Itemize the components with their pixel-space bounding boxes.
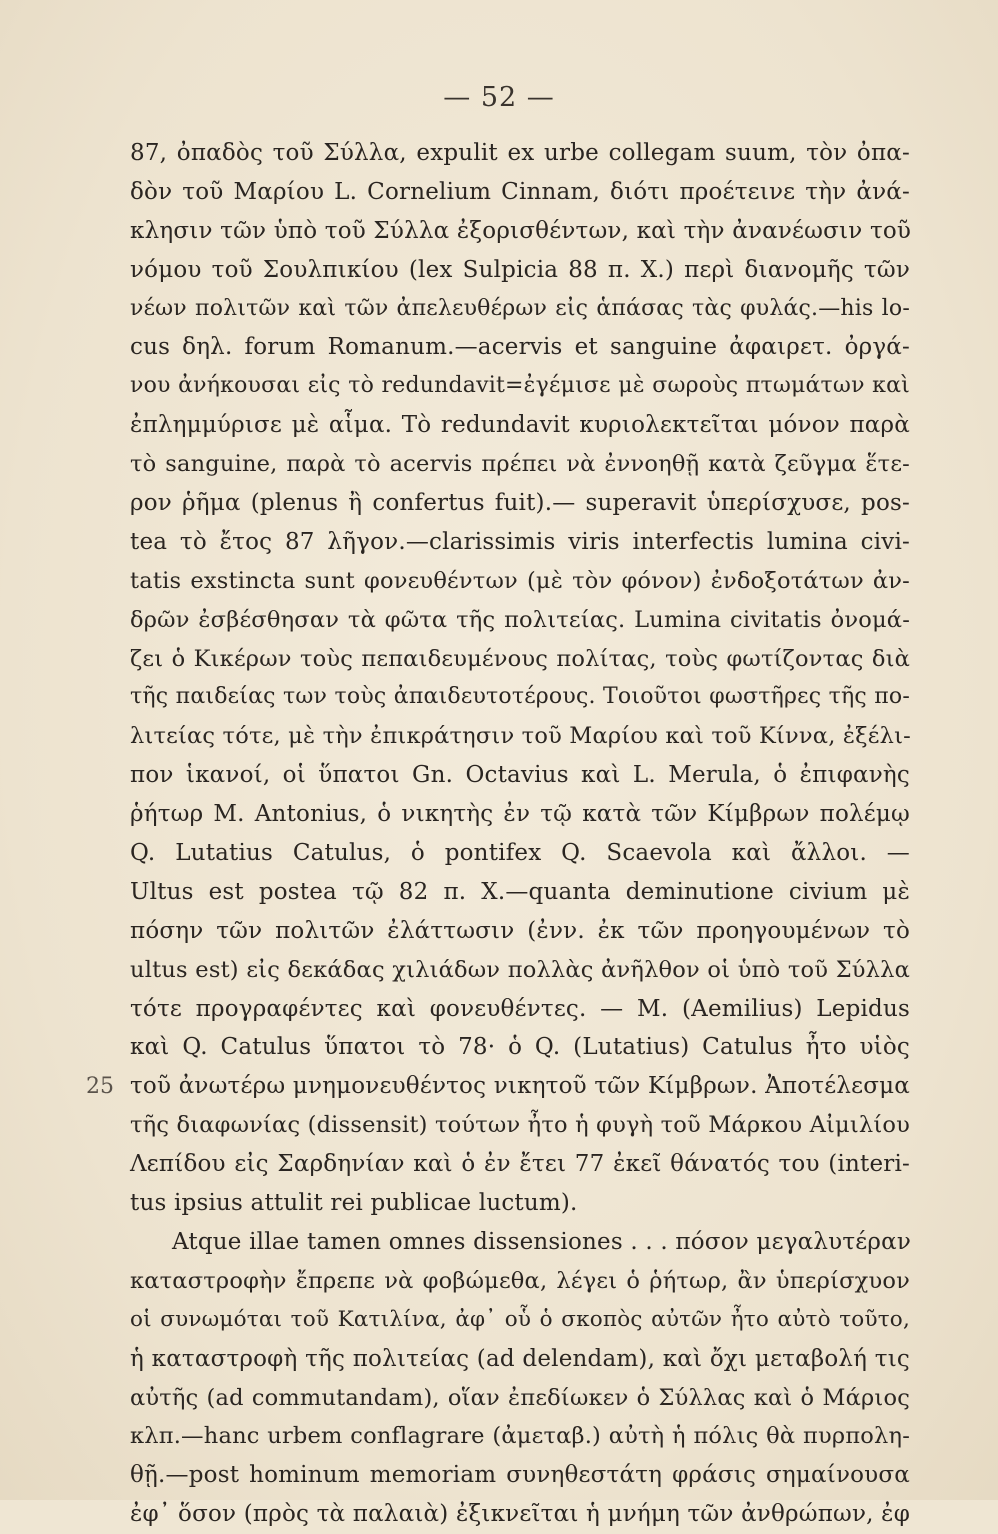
text-line: τότε προγραφέντες καὶ φονευθέντες. — M. (Aemilius) Lepidus bbox=[130, 995, 910, 1022]
page-number: — 52 — bbox=[443, 82, 555, 113]
text-line: νέων πολιτῶν καὶ τῶν ἀπελευθέρων εἰς ἁπάσας τὰς φυλάς.—his lo- bbox=[130, 295, 910, 321]
text-line: ultus est) εἰς δεκάδας χιλιάδων πολλὰς ἀνῆλθον οἱ ὑπὸ τοῦ Σύλλα bbox=[130, 956, 910, 983]
text-line: Q. Lutatius Catulus, ὁ pontifex Q. Scaevola καὶ ἄλλοι. — bbox=[130, 840, 910, 867]
text-line: οἱ συνωμόται τοῦ Κατιλίνα, ἀφ᾽ οὗ ὁ σκοπὸς αὐτῶν ἦτο αὐτὸ τοῦτο, bbox=[130, 1306, 910, 1332]
text-line: ζει ὁ Κικέρων τοὺς πεπαιδευμένους πολίτας, τοὺς φωτίζοντας διὰ bbox=[130, 645, 910, 672]
text-line: κλησιν τῶν ὑπὸ τοῦ Σύλλα ἐξορισθέντων, καὶ τὴν ἀνανέωσιν τοῦ bbox=[130, 217, 912, 244]
text-line: tus ipsius attulit rei publicae luctum). bbox=[130, 1190, 578, 1217]
margin-section-number: 25 bbox=[86, 1074, 114, 1099]
text-line: λιτείας τότε, μὲ τὴν ἐπικράτησιν τοῦ Μαρίου καὶ τοῦ Κίννα, ἐξέλι- bbox=[130, 723, 911, 750]
text-line: cus δηλ. forum Romanum.—acervis et sanguine ἀφαιρετ. ὀργά- bbox=[130, 334, 910, 361]
text-line: πόσην τῶν πολιτῶν ἐλάττωσιν (ἐνν. ἐκ τῶν προηγουμένων τὸ bbox=[130, 917, 910, 944]
text-line: νου ἀνήκουσαι εἰς τὸ redundavit=ἐγέμισε μὲ σωροὺς πτωμάτων καὶ bbox=[130, 373, 910, 399]
text-line: ἐπλημμύρισε μὲ αἷμα. Τὸ redundavit κυριολεκτεῖται μόνον παρὰ bbox=[130, 412, 910, 439]
text-line: ἡ καταστροφὴ τῆς πολιτείας (ad delendam), καὶ ὄχι μεταβολή τις bbox=[130, 1345, 910, 1372]
text-line: κλπ.—hanc urbem conflagrare (ἀμεταβ.) αὐτὴ ἡ πόλις θὰ πυρπολη- bbox=[130, 1423, 910, 1450]
commentary-text bbox=[130, 134, 910, 1534]
text-line: Atque illae tamen omnes dissensiones . . . πόσον μεγαλυτέραν bbox=[172, 1228, 912, 1255]
text-line: καταστροφὴν ἔπρεπε νὰ φοβώμεθα, λέγει ὁ ῥήτωρ, ἂν ὑπερίσχυον bbox=[130, 1267, 910, 1294]
text-line: θῇ.—post hominum memoriam συνηθεστάτη φράσις σημαίνουσα bbox=[130, 1462, 910, 1489]
text-line: δρῶν ἐσβέσθησαν τὰ φῶτα τῆς πολιτείας. Lumina civitatis ὀνομά- bbox=[130, 606, 910, 633]
text-line: ἐφ᾽ ὅσον (πρὸς τὰ παλαιὰ) ἐξικνεῖται ἡ μνήμη τῶν ἀνθρώπων, ἐφ bbox=[130, 1501, 911, 1528]
text-line: ῥήτωρ M. Antonius, ὁ νικητὴς ἐν τῷ κατὰ τῶν Κίμβρων πολέμῳ bbox=[130, 801, 910, 828]
text-line: τῆς διαφωνίας (dissensit) τούτων ἦτο ἡ φυγὴ τοῦ Μάρκου Αἰμιλίου bbox=[130, 1112, 910, 1139]
text-line: τοῦ ἀνωτέρω μνημονευθέντος νικητοῦ τῶν Κίμβρων. Ἀποτέλεσμα bbox=[130, 1073, 910, 1100]
text-line: 87, ὀπαδὸς τοῦ Σύλλα, expulit ex urbe collegam suum, τὸν ὀπα- bbox=[130, 140, 910, 166]
text-line: Ultus est postea τῷ 82 π. Χ.—quanta deminutione civium μὲ bbox=[130, 878, 910, 905]
text-line: τῆς παιδείας των τοὺς ἀπαιδευτοτέρους. Τοιοῦτοι φωστῆρες τῆς πο- bbox=[130, 684, 910, 710]
text-line: ρον ῥῆμα (plenus ἢ confertus fuit).— superavit ὑπερίσχυσε, pos- bbox=[130, 490, 910, 517]
text-line: τὸ sanguine, παρὰ τὸ acervis πρέπει νὰ ἐννοηθῇ κατὰ ζεῦγμα ἕτε- bbox=[130, 451, 910, 478]
text-line: δὸν τοῦ Μαρίου L. Cornelium Cinnam, διότι προέτεινε τὴν ἀνά- bbox=[130, 178, 910, 205]
text-line: αὐτῆς (ad commutandam), οἵαν ἐπεδίωκεν ὁ Σύλλας καὶ ὁ Μάριος bbox=[130, 1384, 910, 1411]
text-line: tatis exstincta sunt φονευθέντων (μὲ τὸν φόνον) ἐνδοξοτάτων ἀν- bbox=[130, 567, 910, 594]
text-line: νόμου τοῦ Σουλπικίου (lex Sulpicia 88 π. Χ.) περὶ διανομῆς τῶν bbox=[130, 256, 910, 283]
text-line: tea τὸ ἔτος 87 λῆγον.—clarissimis viris interfectis lumina civi- bbox=[130, 528, 910, 555]
text-line: καὶ Q. Catulus ὕπατοι τὸ 78· ὁ Q. (Lutatius) Catulus ἦτο υἱὸς bbox=[130, 1034, 910, 1061]
text-line: πον ἱκανοί, οἱ ὕπατοι Gn. Octavius καὶ L. Merula, ὁ ἐπιφανὴς bbox=[130, 762, 910, 789]
text-line: Λεπίδου εἰς Σαρδηνίαν καὶ ὁ ἐν ἔτει 77 ἐκεῖ θάνατός του (interi- bbox=[130, 1151, 910, 1178]
